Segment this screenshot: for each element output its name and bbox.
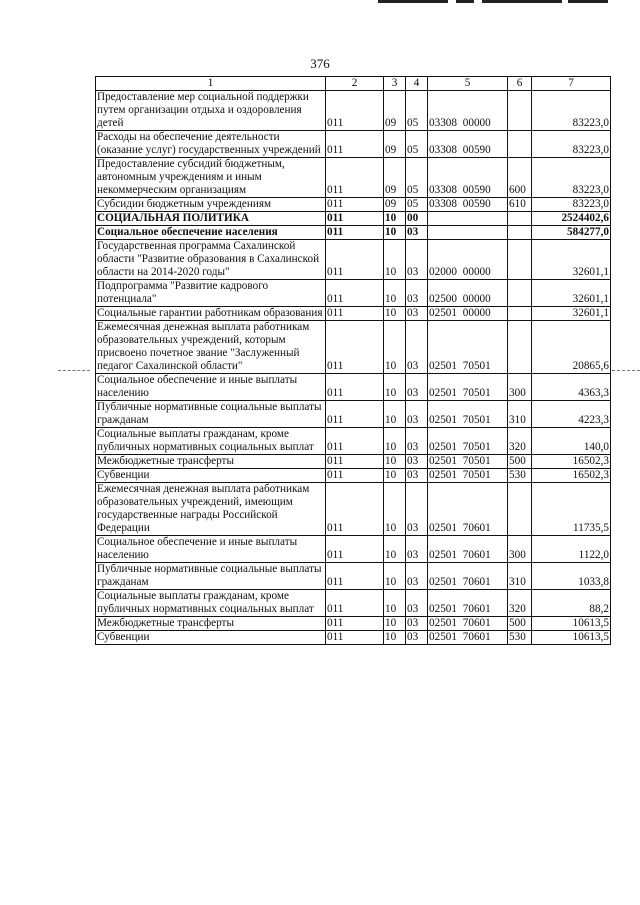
table-row — [96, 428, 611, 455]
row-name: Субвенции — [96, 631, 326, 645]
row-pr: 03 — [406, 536, 428, 563]
row-name: Социальное обеспечение и иные выплаты населению — [96, 536, 326, 563]
row-pr: 03 — [406, 483, 428, 536]
row-sum: 32601,1 — [532, 280, 611, 307]
row-rz: 10 — [384, 455, 406, 469]
row-pr: 03 — [406, 374, 428, 401]
row-sum: 16502,3 — [532, 469, 611, 483]
row-rz: 10 — [384, 401, 406, 428]
table-row — [96, 536, 611, 563]
row-sum: 10613,5 — [532, 617, 611, 631]
row-rz: 10 — [384, 617, 406, 631]
row-csr: 02501 70501 — [428, 428, 508, 455]
header-cell: 6 — [508, 77, 532, 91]
row-vr: 500 — [508, 617, 532, 631]
row-name: Подпрограмма "Развитие кадрового потенциала" — [96, 280, 326, 307]
row-csr: 03308 00590 — [428, 158, 508, 198]
row-sum: 11735,5 — [532, 483, 611, 536]
table-row — [96, 483, 611, 536]
row-vr — [508, 226, 532, 240]
budget-table — [95, 76, 611, 645]
row-csr: 02501 70601 — [428, 536, 508, 563]
row-sum: 1122,0 — [532, 536, 611, 563]
scan-top-mark — [378, 0, 608, 4]
row-name: Социальные гарантии работникам образования — [96, 307, 326, 321]
row-vr: 300 — [508, 374, 532, 401]
header-row — [96, 77, 611, 91]
row-name: Социальные выплаты гражданам, кроме публичных нормативных социальных выплат — [96, 428, 326, 455]
row-ved: 011 — [326, 212, 384, 226]
row-ved: 011 — [326, 198, 384, 212]
row-pr: 03 — [406, 401, 428, 428]
margin-mark-right — [612, 370, 640, 372]
row-pr: 03 — [406, 590, 428, 617]
row-rz: 10 — [384, 631, 406, 645]
row-vr: 310 — [508, 401, 532, 428]
row-rz: 10 — [384, 307, 406, 321]
header-cell: 1 — [96, 77, 326, 91]
table-row — [96, 469, 611, 483]
row-sum: 83223,0 — [532, 158, 611, 198]
row-sum: 20865,6 — [532, 321, 611, 374]
table-row — [96, 307, 611, 321]
row-vr — [508, 240, 532, 280]
row-csr: 03308 00590 — [428, 131, 508, 158]
row-ved: 011 — [326, 240, 384, 280]
row-name: Ежемесячная денежная выплата работникам образовательных учреждений, имеющим государственные награды Российской Федерации — [96, 483, 326, 536]
row-vr: 300 — [508, 536, 532, 563]
row-rz: 10 — [384, 321, 406, 374]
row-pr: 03 — [406, 321, 428, 374]
header-cell: 2 — [326, 77, 384, 91]
row-rz: 09 — [384, 131, 406, 158]
table-row — [96, 563, 611, 590]
row-ved: 011 — [326, 374, 384, 401]
row-name: Расходы на обеспечение деятельности (оказание услуг) государственных учреждений — [96, 131, 326, 158]
row-csr: 02501 70601 — [428, 631, 508, 645]
page-number: 376 — [310, 56, 330, 71]
row-vr: 530 — [508, 631, 532, 645]
row-rz: 10 — [384, 374, 406, 401]
row-rz: 10 — [384, 226, 406, 240]
row-rz: 10 — [384, 536, 406, 563]
row-pr: 03 — [406, 617, 428, 631]
row-vr — [508, 483, 532, 536]
row-rz: 09 — [384, 91, 406, 131]
table-row — [96, 321, 611, 374]
row-ved: 011 — [326, 631, 384, 645]
row-sum: 4223,3 — [532, 401, 611, 428]
row-name: Межбюджетные трансферты — [96, 455, 326, 469]
row-sum: 4363,3 — [532, 374, 611, 401]
row-vr — [508, 280, 532, 307]
margin-mark-left — [58, 370, 90, 372]
row-sum: 140,0 — [532, 428, 611, 455]
row-ved: 011 — [326, 563, 384, 590]
row-pr: 03 — [406, 240, 428, 280]
row-rz: 10 — [384, 280, 406, 307]
row-vr — [508, 321, 532, 374]
row-sum: 88,2 — [532, 590, 611, 617]
row-name: Социальное обеспечение и иные выплаты населению — [96, 374, 326, 401]
table-row — [96, 590, 611, 617]
table-row — [96, 455, 611, 469]
row-sum: 10613,5 — [532, 631, 611, 645]
row-name: СОЦИАЛЬНАЯ ПОЛИТИКА — [96, 212, 326, 226]
row-csr: 02501 70501 — [428, 374, 508, 401]
row-rz: 09 — [384, 198, 406, 212]
row-rz: 10 — [384, 212, 406, 226]
row-vr — [508, 307, 532, 321]
row-csr: 02500 00000 — [428, 280, 508, 307]
header-cell: 7 — [532, 77, 611, 91]
row-ved: 011 — [326, 428, 384, 455]
row-name: Государственная программа Сахалинской области "Развитие образования в Сахалинской области на 2014-2020 годы" — [96, 240, 326, 280]
row-csr: 02501 70601 — [428, 617, 508, 631]
row-name: Социальное обеспечение населения — [96, 226, 326, 240]
table-row — [96, 212, 611, 226]
row-ved: 011 — [326, 280, 384, 307]
row-csr: 02000 00000 — [428, 240, 508, 280]
table-row — [96, 198, 611, 212]
row-ved: 011 — [326, 226, 384, 240]
row-pr: 03 — [406, 469, 428, 483]
row-csr: 03308 00000 — [428, 91, 508, 131]
row-vr: 610 — [508, 198, 532, 212]
table-body — [96, 91, 611, 645]
row-name: Предоставление мер социальной поддержки путем организации отдыха и оздоровления детей — [96, 91, 326, 131]
row-name: Ежемесячная денежная выплата работникам образовательных учреждений, которым присвоено почетное звание "Заслуженный педагог Сахалинской области" — [96, 321, 326, 374]
row-rz: 10 — [384, 590, 406, 617]
row-sum: 2524402,6 — [532, 212, 611, 226]
row-vr — [508, 91, 532, 131]
table-row — [96, 617, 611, 631]
row-pr: 03 — [406, 226, 428, 240]
row-pr: 03 — [406, 280, 428, 307]
row-ved: 011 — [326, 483, 384, 536]
row-pr: 03 — [406, 428, 428, 455]
row-name: Субвенции — [96, 469, 326, 483]
row-ved: 011 — [326, 469, 384, 483]
row-csr: 02501 70501 — [428, 321, 508, 374]
row-vr: 500 — [508, 455, 532, 469]
row-name: Публичные нормативные социальные выплаты гражданам — [96, 563, 326, 590]
row-pr: 05 — [406, 131, 428, 158]
row-name: Социальные выплаты гражданам, кроме публичных нормативных социальных выплат — [96, 590, 326, 617]
row-rz: 10 — [384, 428, 406, 455]
row-pr: 00 — [406, 212, 428, 226]
row-name: Предоставление субсидий бюджетным, автономным учреждениям и иным некоммерческим организациям — [96, 158, 326, 198]
header-cell: 5 — [428, 77, 508, 91]
row-csr: 02501 70501 — [428, 469, 508, 483]
row-vr: 600 — [508, 158, 532, 198]
table-row — [96, 226, 611, 240]
table-row — [96, 631, 611, 645]
row-rz: 10 — [384, 240, 406, 280]
row-vr — [508, 131, 532, 158]
row-ved: 011 — [326, 590, 384, 617]
table-row — [96, 131, 611, 158]
row-vr — [508, 212, 532, 226]
row-sum: 584277,0 — [532, 226, 611, 240]
row-ved: 011 — [326, 455, 384, 469]
row-pr: 05 — [406, 198, 428, 212]
row-ved: 011 — [326, 401, 384, 428]
row-rz: 10 — [384, 483, 406, 536]
row-sum: 1033,8 — [532, 563, 611, 590]
row-sum: 83223,0 — [532, 198, 611, 212]
table-row — [96, 280, 611, 307]
row-name: Субсидии бюджетным учреждениям — [96, 198, 326, 212]
row-ved: 011 — [326, 617, 384, 631]
table-row — [96, 158, 611, 198]
row-csr — [428, 226, 508, 240]
row-sum: 83223,0 — [532, 91, 611, 131]
row-csr: 02501 70601 — [428, 563, 508, 590]
row-vr: 310 — [508, 563, 532, 590]
row-vr: 320 — [508, 428, 532, 455]
row-ved: 011 — [326, 131, 384, 158]
row-sum: 16502,3 — [532, 455, 611, 469]
row-ved: 011 — [326, 307, 384, 321]
row-sum: 32601,1 — [532, 307, 611, 321]
row-pr: 05 — [406, 158, 428, 198]
row-csr: 02501 70601 — [428, 590, 508, 617]
row-ved: 011 — [326, 321, 384, 374]
table-row — [96, 401, 611, 428]
row-vr: 530 — [508, 469, 532, 483]
row-pr: 05 — [406, 91, 428, 131]
header-cell: 3 — [384, 77, 406, 91]
row-sum: 32601,1 — [532, 240, 611, 280]
row-name: Публичные нормативные социальные выплаты гражданам — [96, 401, 326, 428]
row-pr: 03 — [406, 563, 428, 590]
row-csr: 02501 00000 — [428, 307, 508, 321]
table-row — [96, 91, 611, 131]
row-csr — [428, 212, 508, 226]
row-ved: 011 — [326, 536, 384, 563]
row-csr: 02501 70501 — [428, 401, 508, 428]
row-csr: 03308 00590 — [428, 198, 508, 212]
row-pr: 03 — [406, 631, 428, 645]
row-rz: 10 — [384, 469, 406, 483]
row-csr: 02501 70501 — [428, 455, 508, 469]
row-pr: 03 — [406, 455, 428, 469]
row-ved: 011 — [326, 158, 384, 198]
row-sum: 83223,0 — [532, 131, 611, 158]
row-rz: 09 — [384, 158, 406, 198]
table-row — [96, 240, 611, 280]
row-pr: 03 — [406, 307, 428, 321]
row-csr: 02501 70601 — [428, 483, 508, 536]
row-vr: 320 — [508, 590, 532, 617]
row-name: Межбюджетные трансферты — [96, 617, 326, 631]
table-row — [96, 374, 611, 401]
row-ved: 011 — [326, 91, 384, 131]
header-cell: 4 — [406, 77, 428, 91]
row-rz: 10 — [384, 563, 406, 590]
